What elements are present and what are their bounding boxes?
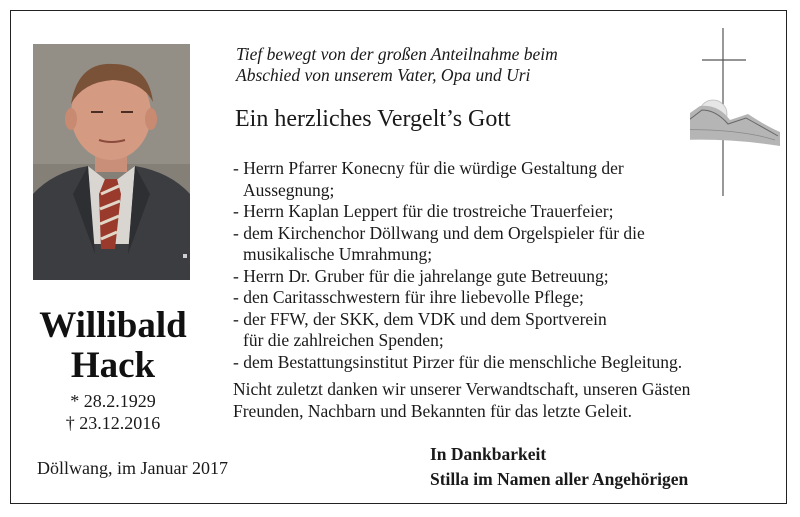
closing-text [233, 378, 690, 422]
cross-mountain-icon [690, 28, 785, 198]
birth-date: * 28.2.1929 [70, 391, 156, 411]
list-item: musikalische Umrahmung; [243, 244, 433, 264]
deceased-first-name: Willibald [39, 305, 187, 346]
closing-line: Nicht zuletzt danken wir unserer Verwandtschaft, unseren Gästen [233, 379, 691, 399]
list-item: Aussegnung; [243, 179, 335, 200]
intro-text [236, 44, 558, 86]
deceased-last-name: Hack [70, 345, 156, 386]
intro-line: Tief bewegt von der großen Anteilnahme beim [236, 44, 558, 64]
list-item: - Herrn Pfarrer Konecny für die würdige Gestaltung der [233, 158, 624, 178]
place-date: Döllwang, im Januar 2017 [37, 458, 228, 478]
closing-line: Freunden, Nachbarn und Bekannten für das letzte Geleit. [233, 401, 632, 421]
death-date: † 23.12.2016 [65, 413, 161, 433]
portrait-photo [33, 44, 190, 280]
list-item: - der FFW, der SKK, dem VDK und dem Sportverein [233, 308, 607, 329]
thanks-list [233, 158, 682, 373]
list-item: - Herrn Dr. Gruber für die jahrelange gute Betreuung; [233, 265, 609, 286]
list-item: - dem Kirchenchor Döllwang und dem Orgelspieler für die [233, 222, 645, 243]
signature [430, 442, 688, 492]
thanks-heading: Ein herzliches Vergelt’s Gott [235, 106, 511, 132]
signature-line: In Dankbarkeit [430, 444, 547, 464]
intro-line: Abschied von unserem Vater, Opa und Uri [236, 65, 531, 85]
portrait-icon [33, 44, 190, 280]
list-item: - den Caritasschwestern für ihre liebevolle Pflege; [233, 287, 584, 307]
list-item: für die zahlreichen Spenden; [243, 330, 444, 350]
list-item: - dem Bestattungsinstitut Pirzer für die menschliche Begleitung. [233, 351, 683, 372]
list-item: - Herrn Kaplan Leppert für die trostreiche Trauerfeier; [233, 201, 614, 221]
signature-line: Stilla im Namen aller Angehörigen [430, 469, 689, 489]
